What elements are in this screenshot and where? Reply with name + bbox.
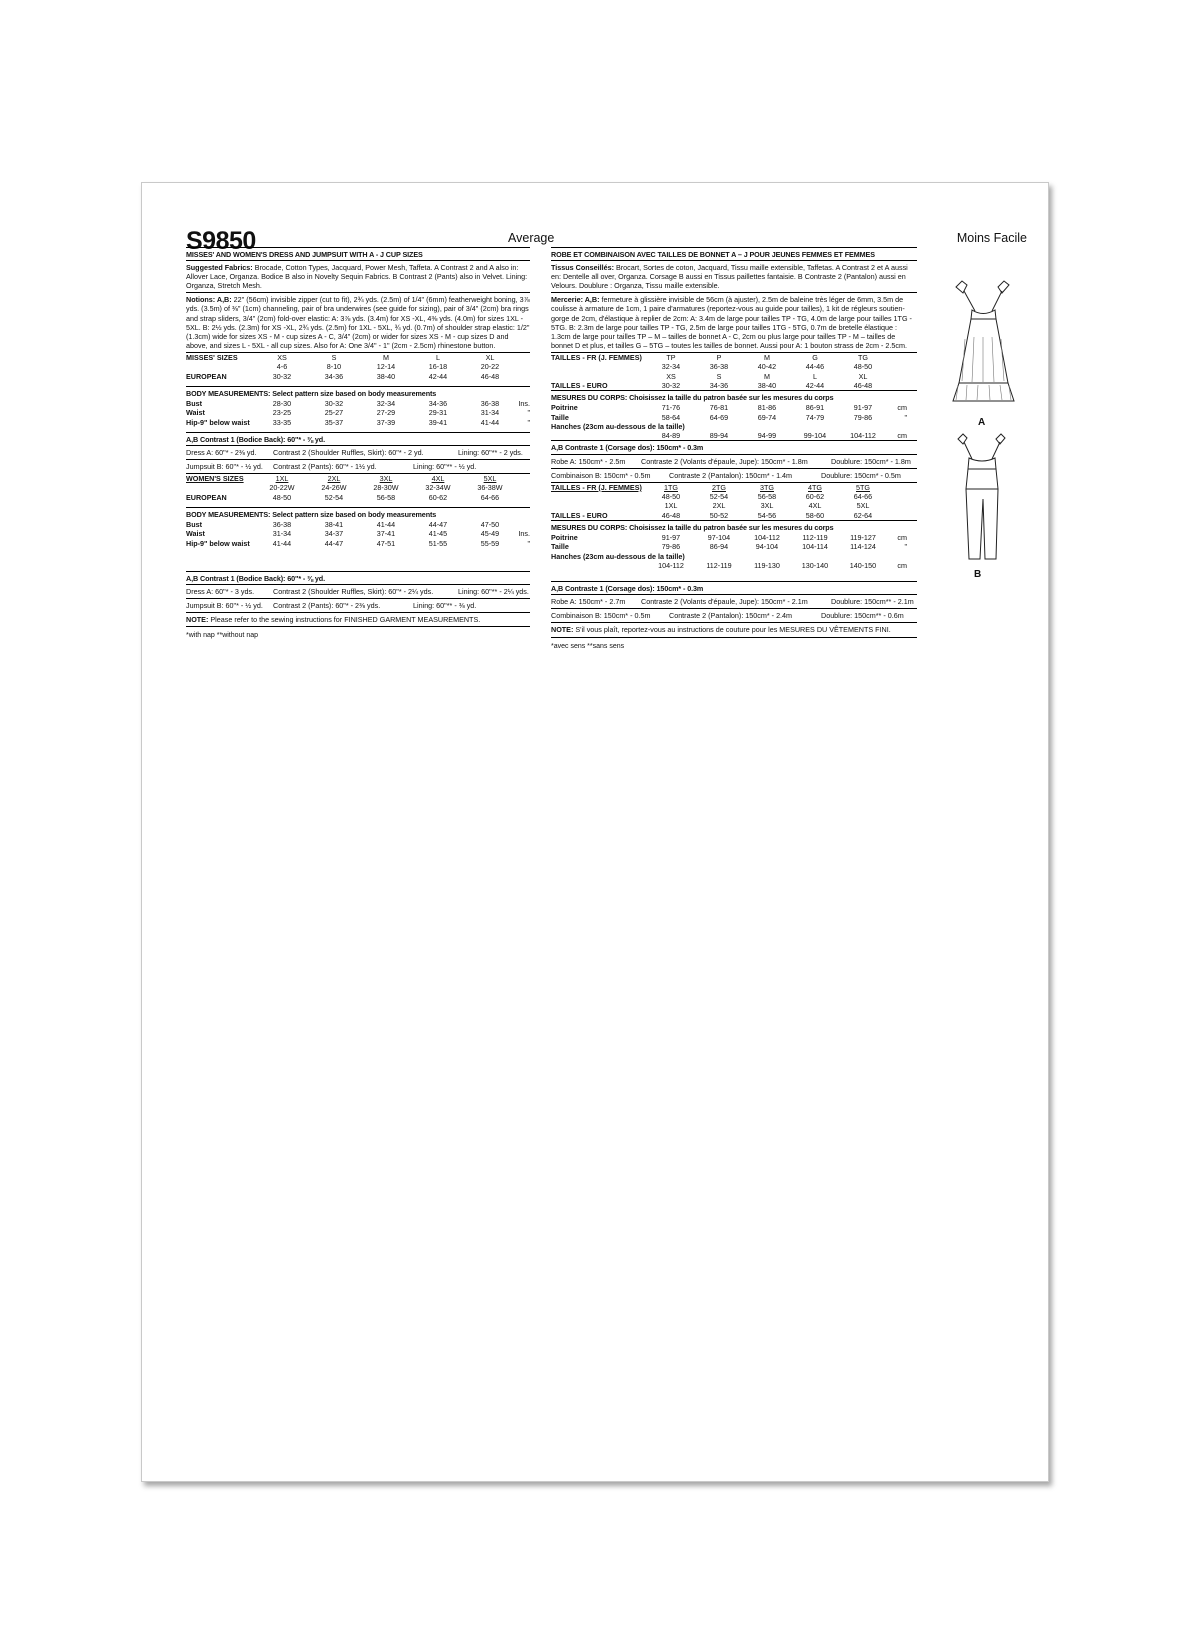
note-fr: NOTE: S'il vous plaît, reportez-vous au instructions de couture pour les MESURES DU VÊTEMENTS FINI. [551,625,891,635]
yardage-jumpsuit-misses-fr: Combinaison B: 150cm* - 0.5m Contraste 2 (Pantalon): 150cm* - 1.4m Doublure: 150cm* - 0.5m [551,470,901,480]
yardage-jumpsuit-misses: Jumpsuit B: 60"* - ½ yd. Contrast 2 (Pants): 60"* - 1½ yd. Lining: 60"** - ½ yd. [186,462,477,471]
yardage-dress-misses: Dress A: 60"* - 2⅜ yd. Contrast 2 (Shoulder Ruffles, Skirt): 60"* - 2 yd. Lining: 60"** - 2 yds. [186,447,523,457]
table-row: TAILLES - FR (J. FEMMES) 1TG 2TG 3TG 4TG 5TG [551,482,870,492]
table-row: EUROPEAN 30-32 34-36 38-40 42-44 46-48 [186,371,500,381]
table-row: Bust 36-38 38-41 41-44 44-47 47-50 [186,520,500,530]
table-row: Hanches (23cm au-dessous de la taille) [551,421,685,431]
yardage-ab-womens-fr: A,B Contraste 1 (Corsage dos): 150cm* - 0.3m [551,584,704,594]
table-row: 84-89 89-94 94-99 99-104 104-112 cm [661,431,907,441]
english-column [186,247,530,640]
table-row: 48-50 52-54 56-58 60-62 64-66 [661,491,873,501]
table-row: 1XL 2XL 3XL 4XL 5XL [664,501,870,511]
yardage-dress-womens-fr: Robe A: 150cm* - 2.7m Contraste 2 (Volants d'épaule, Jupe): 150cm* - 2.1m Doublure: 150cm** - 2.1m [551,597,914,607]
table-row: XS S M L XL [666,371,868,381]
figure-a-label: A [978,417,986,428]
table-row: 4-6 8-10 12-14 16-18 20-22 [276,362,500,372]
table-row: 32-34 36-38 40-42 44-46 48-50 [661,362,873,372]
table-row: TAILLES - EURO 30-32 34-36 38-40 42-44 46-48 [551,380,873,390]
table-row: Waist 31-34 34-37 37-41 41-45 45-49 Ins. [186,529,530,539]
footnote-en: *with nap **without nap [186,632,258,640]
notions-fr: Mercerie: A,B: fermeture à glissière invisible de 56cm (à ajuster), 2.5m de baleine très léger de 6mm, 3.5m de coulisse à armature de 1cm, 1 paire d'armatures (reportez-vous au guide pour tailles), 1 kit de régleurs soutien-gorge de 2cm, d'élastique à replier de 2cm: A: 3.4m de large pour tailles TP - TG, 4.0m de large pour tailles 1TG - 5TG. B: 2.3m de large pour tailles TP - TG, 2.5m de large pour tailles 1TG - 5TG, 0.7m de bretelle élastique : 1.3cm de large pour tailles TP – M – tailles de bonnet A - C, 2cm ou plus large pour tailles TP - M – tailles de bonnet D et plus, et tailles G – 5TG – toutes les tailles de bonnet. Aussi pour A: 1 bouton strass de 2cm - 2.5cm. [551,295,912,350]
pattern-number: S9850 [186,227,256,255]
misses-body-table-fr [551,403,917,440]
misses-body-table [186,399,530,427]
misses-size-table [186,353,530,381]
table-row: Waist 23-25 25-27 27-29 29-31 31-34 " [186,408,530,418]
french-column [551,247,917,651]
yardage-dress-womens: Dress A: 60"* - 3 yds. Contrast 2 (Shoulder Ruffles, Skirt): 60"* - 2¼ yds. Lining: 60"** - 2¼ yds. [186,587,529,597]
fabrics-en: Suggested Fabrics: Brocade, Cotton Types, Jacquard, Power Mesh, Taffeta. A Contrast 2 and A also in: Allover Lace, Organza. Bodice B also in Novelty Sequin Fabrics. B Contrast 2 (Pants) also in Velvet. Lining: Organza, Stretch Mesh. [186,263,528,291]
table-row: 104-112 112-119 119-130 130-140 140-150 cm [658,560,907,570]
yardage-jumpsuit-womens-fr: Combinaison B: 150cm* - 0.5m Contraste 2 (Pantalon): 150cm* - 2.4m Doublure: 150cm** - 0.6m [551,611,904,621]
jumpsuit-b-illustration [950,433,1020,563]
notions-en: Notions: A,B: 22" (56cm) invisible zipper (cut to fit), 2¾ yds. (2.5m) of 1/4" (6mm) featherweight boning, 3⅞ yds. (3.5m) of ⅜" (1cm) channeling, pair of bra underwires (see guide for sizing), pair of 3/4" (2cm) bra rings and strap sliders, 3/4" (2cm) fold-over elastic: A: 3⅞ yds. (3.4m) for XS -XL, 4⅜ yds. (4.0m) for sizes 1XL - 5XL. B: 2½ yds. (2.3m) for XS -XL, 2¾ yds. (2.5m) for 1XL - 5XL, ¾ yd. (0.7m) of shoulder strap elastic: 1/2" (1.3cm) wide for sizes XS - M - cup sizes A - C, 3/4" (2cm) or wider for sizes XS - M - cup sizes D and above, and sizes L - 5XL - all cup sizes. Also for A: One 3/4" - 1" (2cm - 2.5cm) rhinestone button. [186,295,530,350]
table-row: Taille 58-64 64-69 69-74 74-79 79-86 " [551,412,907,422]
table-row: MISSES' SIZES XS S M L XL [186,352,495,362]
yardage-jumpsuit-womens: Jumpsuit B: 60"* - ½ yd. Contrast 2 (Pants): 60"* - 2⅜ yds. Lining: 60"** - ⅜ yd. [186,601,477,611]
womens-body-table [186,520,530,548]
footnote-fr: *avec sens **sans sens [551,642,625,650]
table-row: TAILLES - EURO 46-48 50-52 54-56 58-60 62-64 [551,510,873,520]
table-row: WOMEN'S SIZES 1XL 2XL 3XL 4XL 5XL [186,474,497,484]
difficulty-fr: Moins Facile [956,231,1027,245]
yardage-ab-misses-fr: A,B Contraste 1 (Corsage dos): 150cm* - 0.3m [551,443,704,453]
table-row: Hip-9" below waist 33-35 35-37 37-39 39-41 41-44 " [186,417,530,427]
body-measurements-heading-fr: MESURES DU CORPS: Choisissez la taille du patron basée sur les mesures du corps [551,522,834,532]
womens-body-table-fr [551,533,917,570]
table-row: Poitrine 91-97 97-104 104-112 112-119 119-127 cm [551,532,907,542]
body-measurements-heading-fr: MESURES DU CORPS: Choisissez la taille du patron basée sur les mesures du corps [551,393,834,403]
fabrics-fr: Tissus Conseillés: Brocart, Sortes de coton, Jacquard, Tissu maille extensible, Taffetas. A Contrast 2 et A aussi en: Dentelle all over, Organza. Corsage B aussi en Tissus paillettes fantaisie. B Contraste 2 (Pantalon) aussi en Velours. Doublure : Organza, Tissu maille extensible. [551,263,908,291]
dress-a-illustration [942,279,1032,414]
table-row: Taille 79-86 86-94 94-104 104-114 114-124 " [551,542,907,552]
table-row: Bust 28-30 30-32 32-34 34-36 36-38 Ins. [186,398,530,408]
difficulty-en: Average [508,231,555,245]
womens-size-table-fr [551,483,917,520]
misses-size-table-fr [551,353,917,390]
table-row: Hanches (23cm au-dessous de la taille) [551,551,685,561]
table-row: EUROPEAN 48-50 52-54 56-58 60-62 64-66 [186,492,500,502]
figure-b-label: B [974,569,982,580]
note-en: NOTE: Please refer to the sewing instructions for FINISHED GARMENT MEASUREMENTS. [186,615,481,625]
pattern-sheet [141,182,1049,1482]
body-measurements-heading: BODY MEASUREMENTS: Select pattern size based on body measurements [186,388,437,398]
table-row: Hip-9" below waist 41-44 44-47 47-51 51-55 55-59 " [186,538,530,548]
womens-size-table [186,474,530,502]
yardage-ab-womens: A,B Contrast 1 (Bodice Back): 60"* - ⅜ yd. [186,573,325,583]
yardage-dress-misses-fr: Robe A: 150cm* - 2.5m Contraste 2 (Volants d'épaule, Jupe): 150cm* - 1.8m Doublure: 150cm* - 1.8m [551,456,911,466]
body-measurements-heading: BODY MEASUREMENTS: Select pattern size based on body measurements [186,509,437,519]
title-fr: ROBE ET COMBINAISON AVEC TAILLES DE BONNET A – J POUR JEUNES FEMMES ET FEMMES [551,250,875,259]
table-row: TAILLES - FR (J. FEMMES) TP P M G TG [551,352,868,362]
yardage-ab-misses: A,B Contrast 1 (Bodice Back): 60"* - ⅜ yd. [186,434,325,444]
table-row: 20-22W 24-26W 28-30W 32-34W 36-38W [269,483,503,493]
table-row: Poitrine 71-76 76-81 81-86 86-91 91-97 cm [551,403,907,413]
title-en: MISSES' AND WOMEN'S DRESS AND JUMPSUIT WITH A - J CUP SIZES [186,250,423,259]
